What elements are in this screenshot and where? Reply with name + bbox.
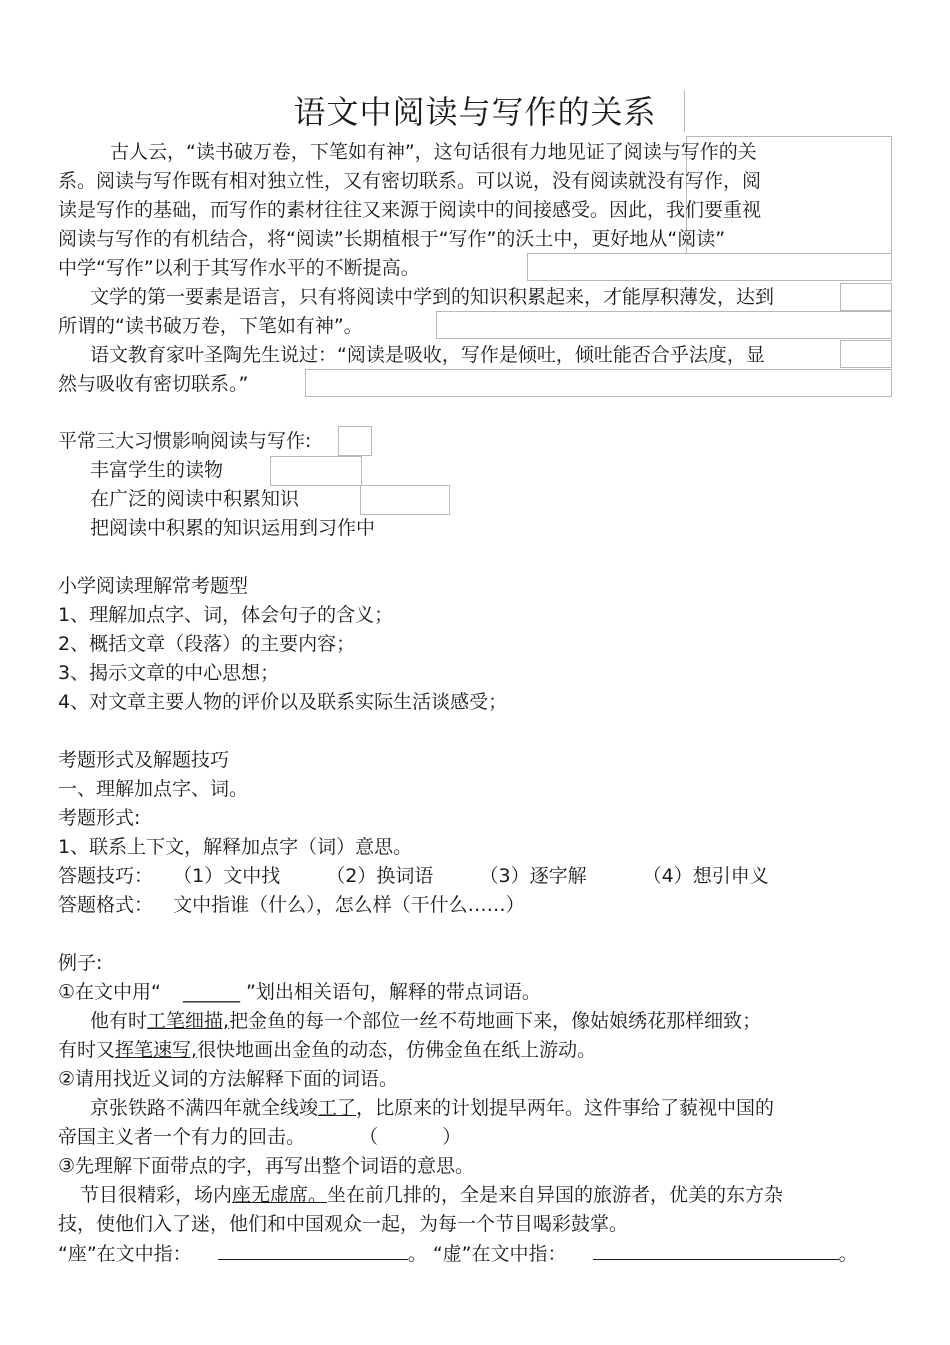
- question-type-item: 3、揭示文章的中心思想；: [58, 662, 280, 684]
- habit-item: 丰富学生的读物: [90, 459, 224, 481]
- tips-row: [58, 862, 898, 891]
- paragraph-line: 然与吸收有密切联系。”: [58, 373, 249, 395]
- example-3-line: 技，使他们入了迷，他们和中国观众一起，为每一个节目喝彩鼓掌。: [58, 1213, 629, 1235]
- tip-item: （3）逐字解: [479, 865, 587, 887]
- answer-blank[interactable]: [218, 1239, 408, 1260]
- example-2-line: [90, 1094, 930, 1123]
- prompt-text: ”划出相关语句，解释的带点词语。: [246, 981, 541, 1003]
- example-2-line: [58, 1123, 898, 1152]
- example-3-prompt: ③先理解下面带点的字，再写出整个词语的意思。: [58, 1155, 475, 1177]
- paragraph-line: 阅读与写作的有机结合，将“阅读”长期植根于“写作”的沃土中，更好地从“阅读”: [58, 228, 726, 250]
- form-item: 1、联系上下文，解释加点字（词）意思。: [58, 836, 413, 858]
- text: ，比原来的计划提早两年。这件事给了藐视中国的: [356, 1097, 775, 1119]
- question-type-item: 4、对文章主要人物的评价以及联系实际生活谈感受；: [58, 691, 508, 713]
- page-title: 语文中阅读与写作的关系: [293, 93, 657, 131]
- answer-label: “虚”在文中指：: [432, 1243, 567, 1265]
- form-label: 考题形式:: [58, 807, 141, 829]
- paragraph-line: 所谓的“读书破万卷，下笔如有神”。: [58, 315, 363, 337]
- tip-item: （1）文中找: [173, 865, 281, 887]
- habit-item: 在广泛的阅读中积累知识: [90, 488, 300, 510]
- underlined-phrase: 座无虚席。: [232, 1184, 328, 1206]
- section-heading: 一、理解加点字、词。: [58, 778, 249, 800]
- answer-paren-close: ）: [442, 1126, 462, 1148]
- answer-paren-open: （: [359, 1126, 379, 1148]
- text: 很快地画出金鱼的动态，仿佛金鱼在纸上游动。: [197, 1039, 597, 1061]
- tips-label: 答题技巧：: [58, 865, 154, 887]
- text: 坐在前几排的，全是来自异国的旅游者，优美的东方杂: [327, 1184, 784, 1206]
- text: 把金鱼的每一个部位一丝不苟地画下来，像姑娘绣花那样细致；: [229, 1010, 762, 1032]
- question-types-heading: 小学阅读理解常考题型: [58, 575, 249, 597]
- text: 京张铁路不满四年就全线竣: [90, 1097, 319, 1119]
- paragraph-line: 古人云，“读书破万卷，下笔如有神”，这句话很有力地见证了阅读与写作的关: [110, 141, 757, 163]
- blank-line: ______: [182, 981, 240, 1003]
- format-row: [58, 891, 898, 920]
- example-1-prompt: [58, 978, 898, 1007]
- answer-blank[interactable]: [593, 1239, 839, 1260]
- example-3-line: [80, 1181, 920, 1210]
- paragraph-line: 系。阅读与写作既有相对独立性，又有密切联系。可以说，没有阅读就没有写作，阅: [58, 170, 762, 192]
- text: 有时又: [58, 1039, 116, 1061]
- example-1-line: [58, 1036, 898, 1065]
- format-label: 答题格式：: [58, 894, 154, 916]
- paragraph-line: 文学的第一要素是语言，只有将阅读中学到的知识积累起来，才能厚积薄发，达到: [90, 286, 775, 308]
- tip-item: （4）想引申义: [642, 865, 769, 887]
- text: 帝国主义者一个有力的回击。: [58, 1126, 306, 1148]
- underlined-phrase: 工笔细描,: [147, 1010, 230, 1032]
- underlined-phrase: 工了: [318, 1097, 357, 1119]
- example-3-answer-row: [58, 1239, 898, 1269]
- scan-box: [684, 90, 685, 132]
- underlined-phrase: 挥笔速写,: [115, 1039, 198, 1061]
- techniques-heading: 考题形式及解题技巧: [58, 749, 230, 771]
- examples-heading: 例子:: [58, 952, 103, 974]
- question-type-item: 1、理解加点字、词，体会句子的含义；: [58, 604, 394, 626]
- prompt-text: ①在文中用“: [58, 981, 161, 1003]
- period: 。: [838, 1243, 858, 1265]
- tip-item: （2）换词语: [326, 865, 434, 887]
- question-type-item: 2、概括文章（段落）的主要内容；: [58, 633, 356, 655]
- format-text: 文中指谁（什么），怎么样（干什么……）: [173, 894, 525, 916]
- period: 。: [407, 1243, 427, 1265]
- paragraph-line: 读是写作的基础，而写作的素材往往又来源于阅读中的间接感受。因此，我们要重视: [58, 199, 762, 221]
- answer-label: “座”在文中指：: [58, 1243, 192, 1265]
- habit-item: 把阅读中积累的知识运用到习作中: [90, 517, 376, 539]
- paragraph-line: 语文教育家叶圣陶先生说过：“阅读是吸收，写作是倾吐，倾吐能否合乎法度，显: [90, 344, 765, 366]
- paragraph-line: 中学“写作”以利于其写作水平的不断提高。: [58, 257, 420, 279]
- text: 节目很精彩，场内: [80, 1184, 233, 1206]
- text: 他有时: [90, 1010, 148, 1032]
- example-2-prompt: ②请用找近义词的方法解释下面的词语。: [58, 1068, 399, 1090]
- example-1-line: [90, 1007, 930, 1036]
- habits-heading: 平常三大习惯影响阅读与写作:: [58, 430, 312, 452]
